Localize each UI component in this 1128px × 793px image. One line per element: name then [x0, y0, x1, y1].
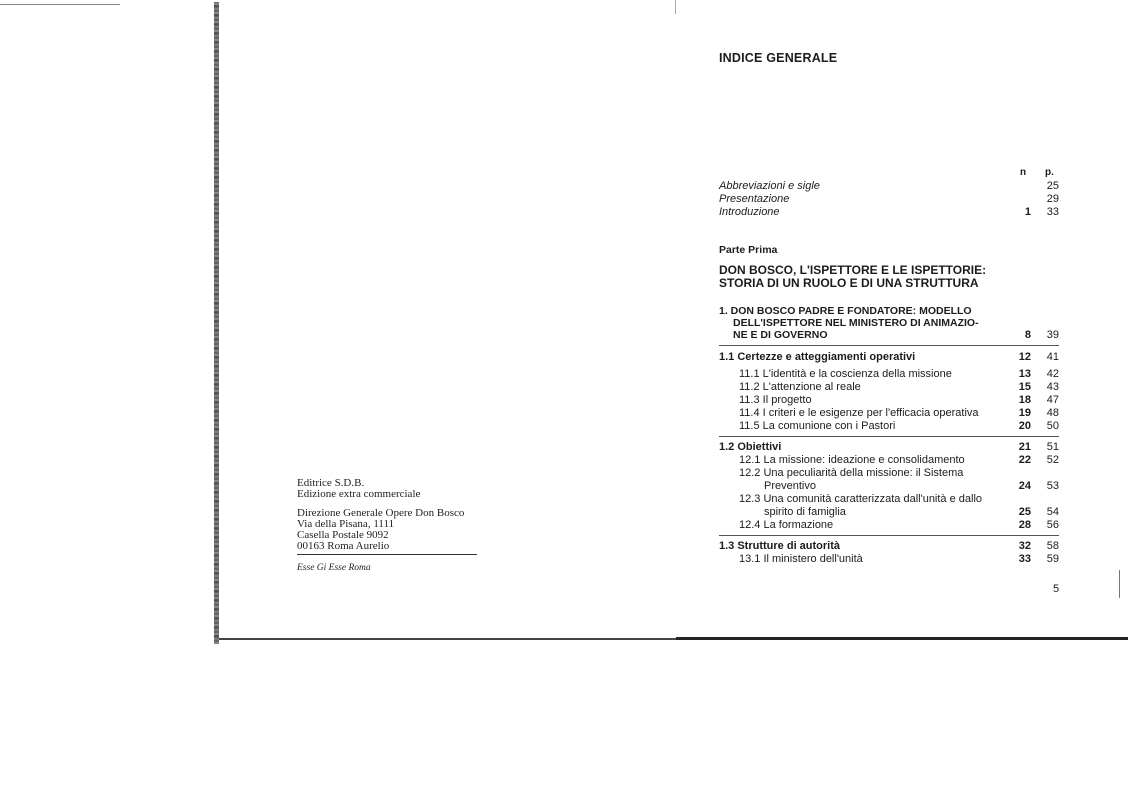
part-label: Parte Prima: [719, 244, 778, 256]
subsection-entry[interactable]: 12.2 Una peculiarità della missione: il Sistema Preventivo 24 53: [739, 467, 1059, 492]
address-line: Direzione Generale Opere Don Bosco: [297, 507, 465, 519]
section-divider: [719, 345, 1059, 346]
column-header-p: p.: [1045, 167, 1054, 178]
imprint-rule: [297, 554, 477, 555]
column-header-n: n: [1020, 167, 1027, 178]
left-page-bottom-edge: [219, 638, 677, 640]
page-number: 5: [1053, 583, 1060, 595]
gutter-mark: [675, 0, 676, 14]
address-line: 00163 Roma Aurelio: [297, 540, 390, 552]
part-title: DON BOSCO, L'ISPETTORE E LE ISPETTORIE: STORIA DI UN RUOLO E DI UNA STRUTTURA: [719, 263, 987, 290]
right-page-bottom-edge: [676, 637, 1128, 640]
section-divider: [719, 535, 1059, 536]
scan-edge-line: [0, 4, 120, 5]
subsection-entry[interactable]: 12.3 Una comunità caratterizzata dall'unità e dallo spirito di famiglia 25 54: [739, 493, 1059, 518]
imprint-block: [297, 478, 477, 574]
address-line: Casella Postale 9092: [297, 529, 389, 541]
margin-mark: [1119, 570, 1120, 598]
section-divider: [719, 436, 1059, 437]
book-spine-shadow: [214, 2, 219, 644]
printer-name: Esse Gi Esse Roma: [297, 563, 371, 573]
page-title: INDICE GENERALE: [719, 51, 838, 65]
address-line: Via della Pisana, 1111: [297, 518, 395, 530]
edition-note: Edizione extra commerciale: [297, 488, 421, 500]
chapter-entry[interactable]: 1. DON BOSCO PADRE E FONDATORE: MODELLO DELL'ISPETTORE NEL MINISTERO DI ANIMAZIO- NE E DI GOVERNO 8 39: [719, 305, 1059, 341]
publisher: Editrice S.D.B.: [297, 477, 365, 489]
